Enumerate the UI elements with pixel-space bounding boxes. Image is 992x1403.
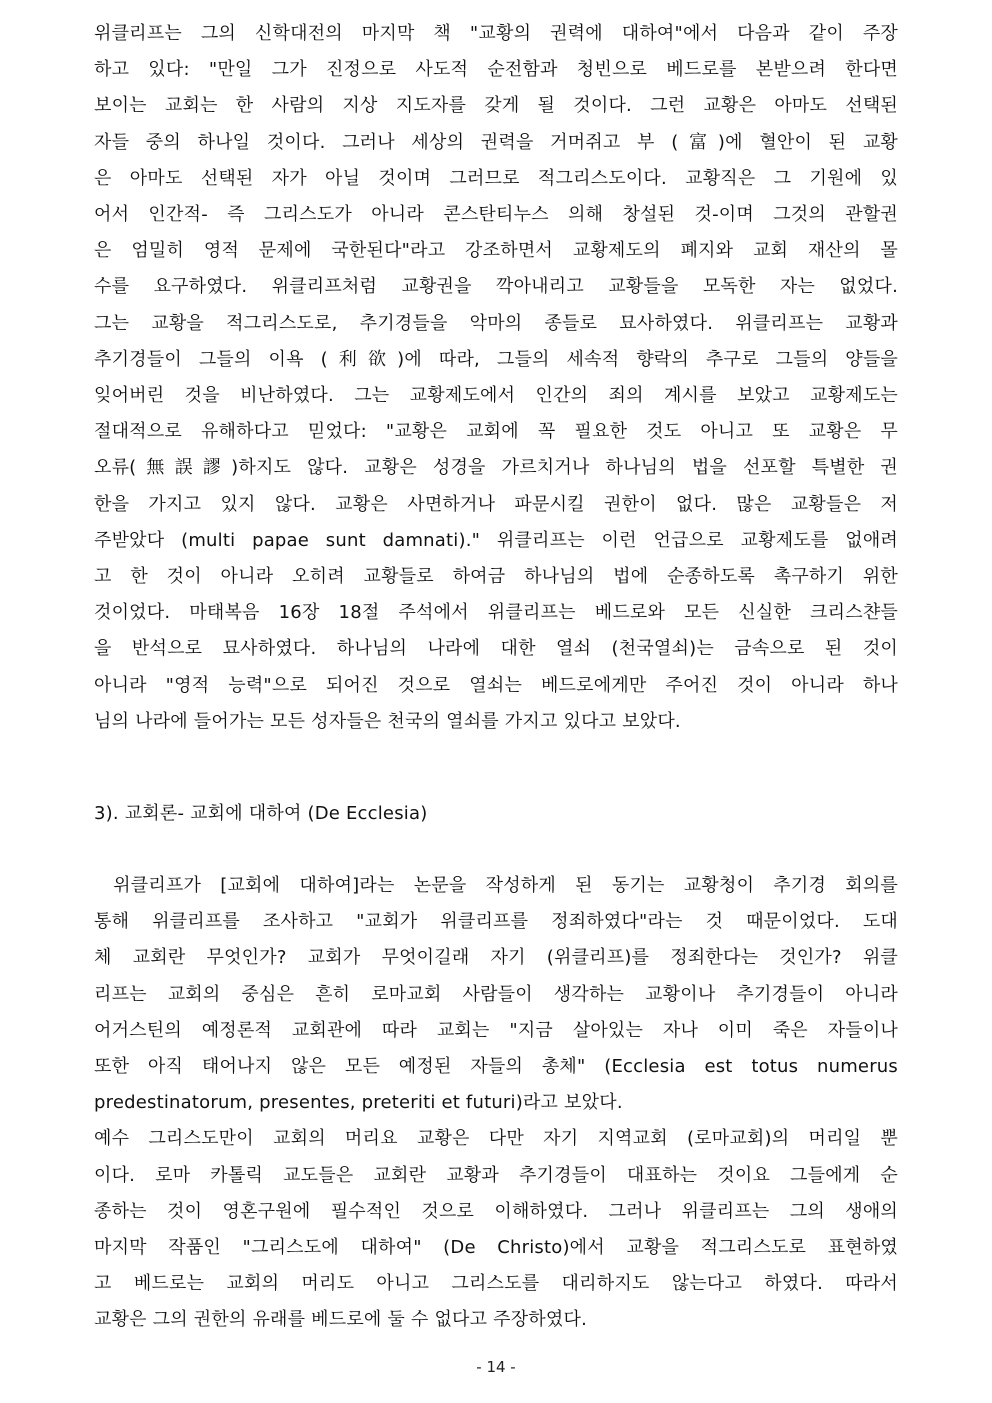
text-line: 을 반석으로 묘사하였다. 하나님의 나라에 대한 열쇠 (천국열쇠)는 금속으로 된 것이 [94,638,898,660]
text-line: 고 한 것이 아니라 오히려 교황들로 하여금 하나님의 법에 순종하도록 촉구하기 위한 [94,566,898,588]
text-line: 은 엄밀히 영적 문제에 국한된다"라고 강조하면서 교황제도의 폐지와 교회 재산의 몰 [94,240,898,262]
text-line: 이다. 로마 카톨릭 교도들은 교회란 교황과 추기경들이 대표하는 것이요 그들에게 순 [94,1164,898,1186]
text-line: 보이는 교회는 한 사람의 지상 지도자를 갖게 될 것이다. 그런 교황은 아마도 선택된 [94,95,898,117]
text-line: 수를 요구하였다. 위클리프처럼 교황권을 깍아내리고 교황들을 모독한 자는 없었다. [94,276,898,298]
text-line: 한을 가지고 있지 않다. 교황은 사면하거나 파문시킬 권한이 없다. 많은 교황들은 저 [94,493,898,515]
text-line: 통해 위클리프를 조사하고 "교회가 위클리프를 정죄하였다"라는 것 때문이었다. 도대 [94,911,898,933]
text-line: 추기경들이 그들의 이욕 (利欲)에 따라, 그들의 세속적 향락의 추구로 그들의 양들을 [94,348,898,370]
text-line: 위클리프는 그의 신학대전의 마지막 책 "교황의 권력에 대하여"에서 다음과 같이 주장 [94,23,898,44]
text-line: 리프는 교회의 중심은 흔히 로마교회 사람들이 생각하는 교황이나 추기경들이 아니라 [94,983,898,1005]
text-line: 자들 중의 하나일 것이다. 그러나 세상의 권력을 거머쥐고 부 (富)에 혈안이 된 교황 [94,131,898,153]
body-paragraph-papal-power [94,16,898,740]
text-line: predestinatorum, presentes, preteriti et futuri)라고 보았다. [94,1092,623,1114]
text-line: 그는 교황을 적그리스도로, 추기경들을 악마의 종들로 묘사하였다. 위클리프는 교황과 [94,312,898,334]
section-heading [94,796,898,832]
text-line: 위클리프가 [교회에 대하여]라는 논문을 작성하게 된 동기는 교황청이 추기경 회의를 [94,875,898,896]
text-line: 님의 나라에 들어가는 모든 성자들은 천국의 열쇠를 가지고 있다고 보았다. [94,710,681,732]
text-line: 고 베드로는 교회의 머리도 아니고 그리스도를 대리하지도 않는다고 하였다. 따라서 [94,1273,898,1295]
text-line: 오류(無誤謬)하지도 않다. 교황은 성경을 가르치거나 하나님의 법을 선포할 특별한 권 [94,457,898,479]
text-line: 것이었다. 마태복음 16장 18절 주석에서 위클리프는 베드로와 모든 신실한 크리스챤들 [94,602,898,624]
text-line: 하고 있다: "만일 그가 진정으로 사도적 순전함과 청빈으로 베드로를 본받으려 한다면 [94,59,898,81]
text-line: 아니라 "영적 능력"으로 되어진 것으로 열쇠는 베드로에게만 주어진 것이 아니라 하나 [94,674,898,696]
text-line: 예수 그리스도만이 교회의 머리요 교황은 다만 자기 지역교회 (로마교회)의 머리일 뿐 [94,1128,898,1150]
text-line: 교황은 그의 권한의 유래를 베드로에 둘 수 없다고 주장하였다. [94,1309,587,1331]
section-heading-text: 3). 교회론- 교회에 대하여 (De Ecclesia) [94,803,428,824]
text-line: 주받았다 (multi papae sunt damnati)." 위클리프는 이런 언급으로 교황제도를 없애려 [94,529,898,551]
text-line: 절대적으로 유해하다고 믿었다: "교황은 교회에 꼭 필요한 것도 아니고 또 교황은 무 [94,421,898,443]
text-line: 마지막 작품인 "그리스도에 대하여" (De Christo)에서 교황을 적그리스도로 표현하였 [94,1237,898,1259]
text-line: 어거스틴의 예정론적 교회관에 따라 교회는 "지금 살아있는 자나 이미 죽은 자들이나 [94,1019,898,1041]
body-paragraph-ecclesiology [94,868,898,1339]
text-line: 잊어버린 것을 비난하였다. 그는 교황제도에서 인간의 죄의 계시를 보았고 교황제도는 [94,385,898,407]
text-line: 종하는 것이 영혼구원에 필수적인 것으로 이해하였다. 그러나 위클리프는 그의 생애의 [94,1200,898,1222]
text-line: 체 교회란 무엇인가? 교회가 무엇이길래 자기 (위클리프)를 정죄한다는 것인가? 위클 [94,947,898,969]
page-number: - 14 - [476,1358,516,1376]
text-line: 또한 아직 태어나지 않은 모든 예정된 자들의 총체" (Ecclesia est totus numerus [94,1056,898,1078]
text-line: 은 아마도 선택된 자가 아닐 것이며 그러므로 적그리스도이다. 교황직은 그 기원에 있 [94,167,898,189]
text-line: 어서 인간적- 즉 그리스도가 아니라 콘스탄티누스 의해 창설된 것-이며 그것의 관할권 [94,204,898,226]
